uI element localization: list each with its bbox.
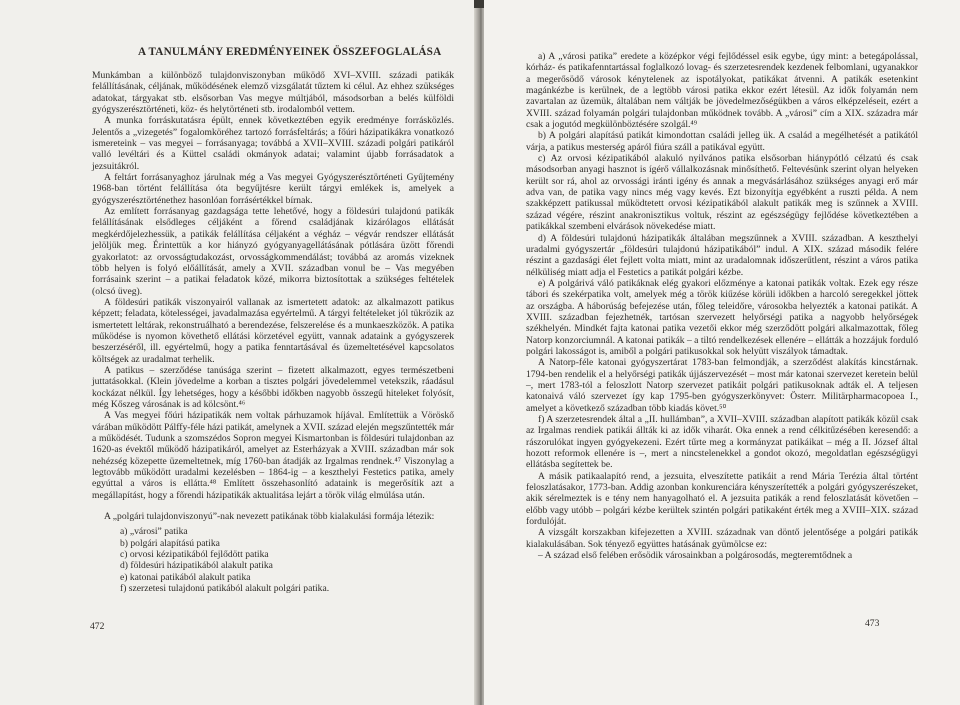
- paragraph: A patikus – szerződése tanúsága szerint – fizetett alkalmazott, egyes természetbeni juttatásokkal. (Klein jövedelme a korban a tisztes polgári jövedelemmel vetekszik, ráadásul kockázat nélkül. Így lehetséges, hogy a későbbi időkben nagyobb összegű hiteleket folyósít, még Kőszeg városának is ad kölcsönt.⁴⁶: [92, 364, 454, 410]
- list-item: d) földesúri házipatikából alakult patika: [120, 560, 273, 572]
- list-item: e) katonai patikából alakult patika: [120, 571, 251, 583]
- paragraph: a) A „városi patika” eredete a középkor végi fejlődéssel esik egybe, úgy mint: a betegápolással, kórház- és patikafenntartással foglalkozó lovag- és szerzetesrendek kezdenek felbomlani, ugyanakkor a megerősödő városok kénytelenek az ispotályokat, patikákat átvenni. A patikák esetenkint magánkézbe is kerülnek, de a legtöbb városi patika ekkor ezért létesül. Az idők folyamán nem zavartalan az üzemük, általában nem váltják be jövedelmezőségükben a város elképzeléseit, ezért a XVIII. század folyamán polgári tulajdonban működnek tovább. A „városi” cím a XIX. századra már csak a jogutód megkülönböztésére szolgál.⁴⁹: [526, 51, 918, 131]
- paragraph: A feltárt forrásanyaghoz járulnak még a Vas megyei Gyógyszerésztörténeti Gyűjtemény 1968-ban történt felállítása óta begyűjtésre került tárgyi emlékek is, amelyek a gyógyszerésztörténethez hasonlóan forrásértékkel bírnak.: [92, 172, 454, 206]
- page-number: 472: [90, 621, 105, 632]
- paragraph: A Vas megyei főúri házipatikák nem voltak párhuzamok híjával. Említettük a Vöröskő várában működött Pálffy-féle házi patikát, amelynek a XVII. század elején megszűntették már a működését. Tudunk a szomszédos Sopron megyei Kismartonban is földesúri tulajdonban az 1620-as évektől működő házipatikáról, amelyet az Esterházyak a XVIII. században már sok nehézség közepette üzemeltetnek, míg 1760-ban átadják az Irgalmas rendnek.⁴⁷ Viszonylag a legtovább működött uradalmi kezelésben – 1864-ig – a keszthelyi Festetics patika, amely egyúttal a város is ellátta.⁴⁸ Említett összehasonlító adataink is megerősítik azt a megállapítást, hogy a főrendi házipatikák aktualitása lejárt a török világ elmúlása után.: [92, 410, 454, 501]
- paragraph: e) A polgárivá váló patikáknak elég gyakori előzménye a katonai patikák voltak. Ezek egy része tábori és szekérpatika volt, amelyek még a török kiűzése körüli időkben a harcoló seregekkel jöttek az országba. A háborúság befejezése után, főleg teleidőre, városokba helyezték a katonai patikát. A XVIII. században fejezhetnék, tartósan szervezett helyőrségi patika a nagyobb helyőrségek székhelyén. Mindkét fajta katonai patika vezetői ekkor még szerződött polgári alkalmazottak, főleg Natorp konzorciumnál. A katonai patikák – a tiltó rendelkezések ellenére – ellátták a hozzájuk forduló polgári lakosságot is, amiből a polgári patikusokkal sok helyütt viszályok támadtak.: [526, 277, 918, 357]
- paragraph: A munka forráskutatásra épült, ennek következtében egyik eredménye forrásközlés. Jelentős a „vizegetés” fogalomköréhez tartozó forrásfeltárás; a főúri házipatikákra vonatkozó ismereteink – vas megyei – forrásanyaga; továbbá a XVII–XVIII. századi polgári patikáról valló levéltári és a Küttel családi okmányok adatai; valamint újabb forrásadatok a jezsuitákról.: [92, 115, 454, 172]
- list-item: f) szerzetesi tulajdonú patikából alakult polgári patika.: [120, 583, 330, 595]
- paragraph: f) A szerzetesrendek által a „II. hullámban”, a XVII–XVIII. században alapított patikák közül csak az Irgalmas rendiek patikái állták ki az idők viharát. Oka ennek a rend célkitűzésében keresendő: a rászorulókat ingyen gyógyekezeni. Ezért tűrte meg a kormányzat patikáikat – még a II. József által hozott reformok ellenére is –, mert a nincstelenekkel a gondot okozó, megoldatlan egészségügyi ellátásba segítettek be.: [526, 414, 918, 471]
- paragraph: A földesúri patikák viszonyairól vallanak az ismertetett adatok: az alkalmazott patikus képzett; feladata, kötelességei, javadalmazása egyértelmű. A tárgyi feltételeket jól tükrözik az ismertetett leltárak, rekonstruálható a berendezése, felszerelése és a munkaeszközök. A patika működése is nyomon követhető ellátási körzetével együtt, vannak adataink a gyógyszerek beszerzéséről, ill. egyértelmű, hogy a patika fenntartásával és üzemeltetésével kapcsolatos költségek az uradalmat terhelik.: [92, 296, 454, 365]
- list-item: c) orvosi kézipatikából fejlődött patika: [120, 549, 269, 561]
- section-heading: A TANULMÁNY EREDMÉNYEINEK ÖSSZEFOGLALÁSA: [138, 46, 442, 58]
- paragraph: A másik patikaalapító rend, a jezsuita, elveszítette patikáit a rend Mária Terézia által történt feloszlatásakor, 1773-ban. Addig azonban konkurenciára kényszerítették a polgári gyógyszerészeket, akik sérelmeztek is e tény nem hanyagolható el. A jezsuita patikák a rend feloszlatását követően – előbb vagy utóbb – polgári kézbe kerültek szintén polgári patikaként érték meg a XVIII–XIX. század fordulóját.: [526, 470, 918, 528]
- list-item: a) „városi” patika: [120, 526, 188, 538]
- paragraph: A vizsgált korszakban kifejezetten a XVIII. századnak van döntő jelentősége a polgári patikák kialakulásában. Sok tényező együttes hatásának gyümölcse ez:: [526, 527, 918, 550]
- left-page: [0, 0, 478, 705]
- right-page: [484, 0, 960, 705]
- paragraph: d) A földesúri tulajdonú házipatikák általában megszűnnek a XVIII. században. A keszthelyi uradalmi gyógyszertár „földesúri tulajdonú házipatikából” indul. A XIX. század második felére részint a gazdasági élet fejlett volta miatt, mint az uradalomnak időszerűtlent, részint a város patika nélküliség miatt adja el Festetics a patikát polgári kézbe.: [526, 232, 918, 278]
- page-number: 473: [865, 618, 880, 629]
- paragraph: – A század első felében erősödik városainkban a polgárosodás, megteremtődnek a: [538, 550, 853, 562]
- right-page-body: [526, 51, 918, 561]
- patika-forms-list: [92, 526, 454, 594]
- left-page-body: [92, 70, 454, 594]
- paragraph: c) Az orvosi kézipatikából alakuló nyilvános patika elsősorban hiánypótló célzatú és csak másodsorban anyagi hasznot is ígérő vállalkozásnak minősíthető. Feltevésünk szerint olyan helyeken került sor rá, ahol az orvossági iránti igény és annak a megvásárlásához szükséges anyagi erő már adva van, de patika vagy nincs még vagy kevés. Ezt bizonyítja egyébként a ruszti példa. A nem szakképzett patikussal működtetett orvosi kézipatikából alakult patikák meg is szűnnek a XVIII. század végére, részint anakronisztikus voltuk, részint az egészségügy fejlődése következtében a patikákkal szembeni elvárások növekedése miatt.: [526, 153, 918, 233]
- paragraph: Munkámban a különböző tulajdonviszonyban működő XVI–XVIII. századi patikák felállításának, céljának, működésének elemző vizsgálatát tűztem ki célul. Az ehhez szükséges adatokat, tárgyakat stb. elsősorban Vas megye múltjából, másodsorban a belés külföldi gyógyszerésztörténeti, köz- és helytörténeti stb. irodalomból vettem.: [92, 70, 454, 116]
- paragraph: Az említett forrásanyag gazdagsága tette lehetővé, hogy a földesúri tulajdonú patikák felállításának elsődleges céljáként a főrend családjának kizárólagos ellátását megkérdőjelezhessük, a patikák felállítása céljaként a végház – végvár rendszer ellátását jelöljük meg. Érintettük a kor hiányzó gyógyanyagellátásának pótlására üzött főrendi gyakorlatot: az orvosságtudakozást, orvosságkommendálást; továbbá az aromás vizeknek több helyen is folyó előállítását, amely a XVII. században vonul be – Vas megyében forrásaink szerint – a patikai feladatok közé, mikorra biztosítottak a szükséges feltételek (olcsó üveg).: [92, 206, 454, 297]
- paragraph: A Natorp-féle katonai gyógyszertárat 1783-ban felmondják, a szerződést alakítás kincstárnak. 1794-ben rendelik el a helyőrségi patikák újjászervezését – most már katonai szervezet keretein belül –, mert 1783-tól a feloszlott Natorp szervezet patikáit polgári patikusoknak adták el. A teljesen katonaivá váló szervezet így kap 1795-ben gyógyszerkönyvet: Österr. Militärpharmacopoea I., amelyet a következő században több kiadás követ.⁵⁰: [526, 357, 918, 414]
- list-item: b) polgári alapítású patika: [120, 537, 220, 549]
- paragraph: A „polgári tulajdonviszonyú”-nak nevezett patikának több kialakulási formája létezik:: [104, 511, 435, 523]
- paragraph: b) A polgári alapítású patikát kimondottan családi jelleg ük. A család a megélhetését a patikától várja, a patikus mesterség apáról fiúra száll a patikával együtt.: [526, 130, 918, 153]
